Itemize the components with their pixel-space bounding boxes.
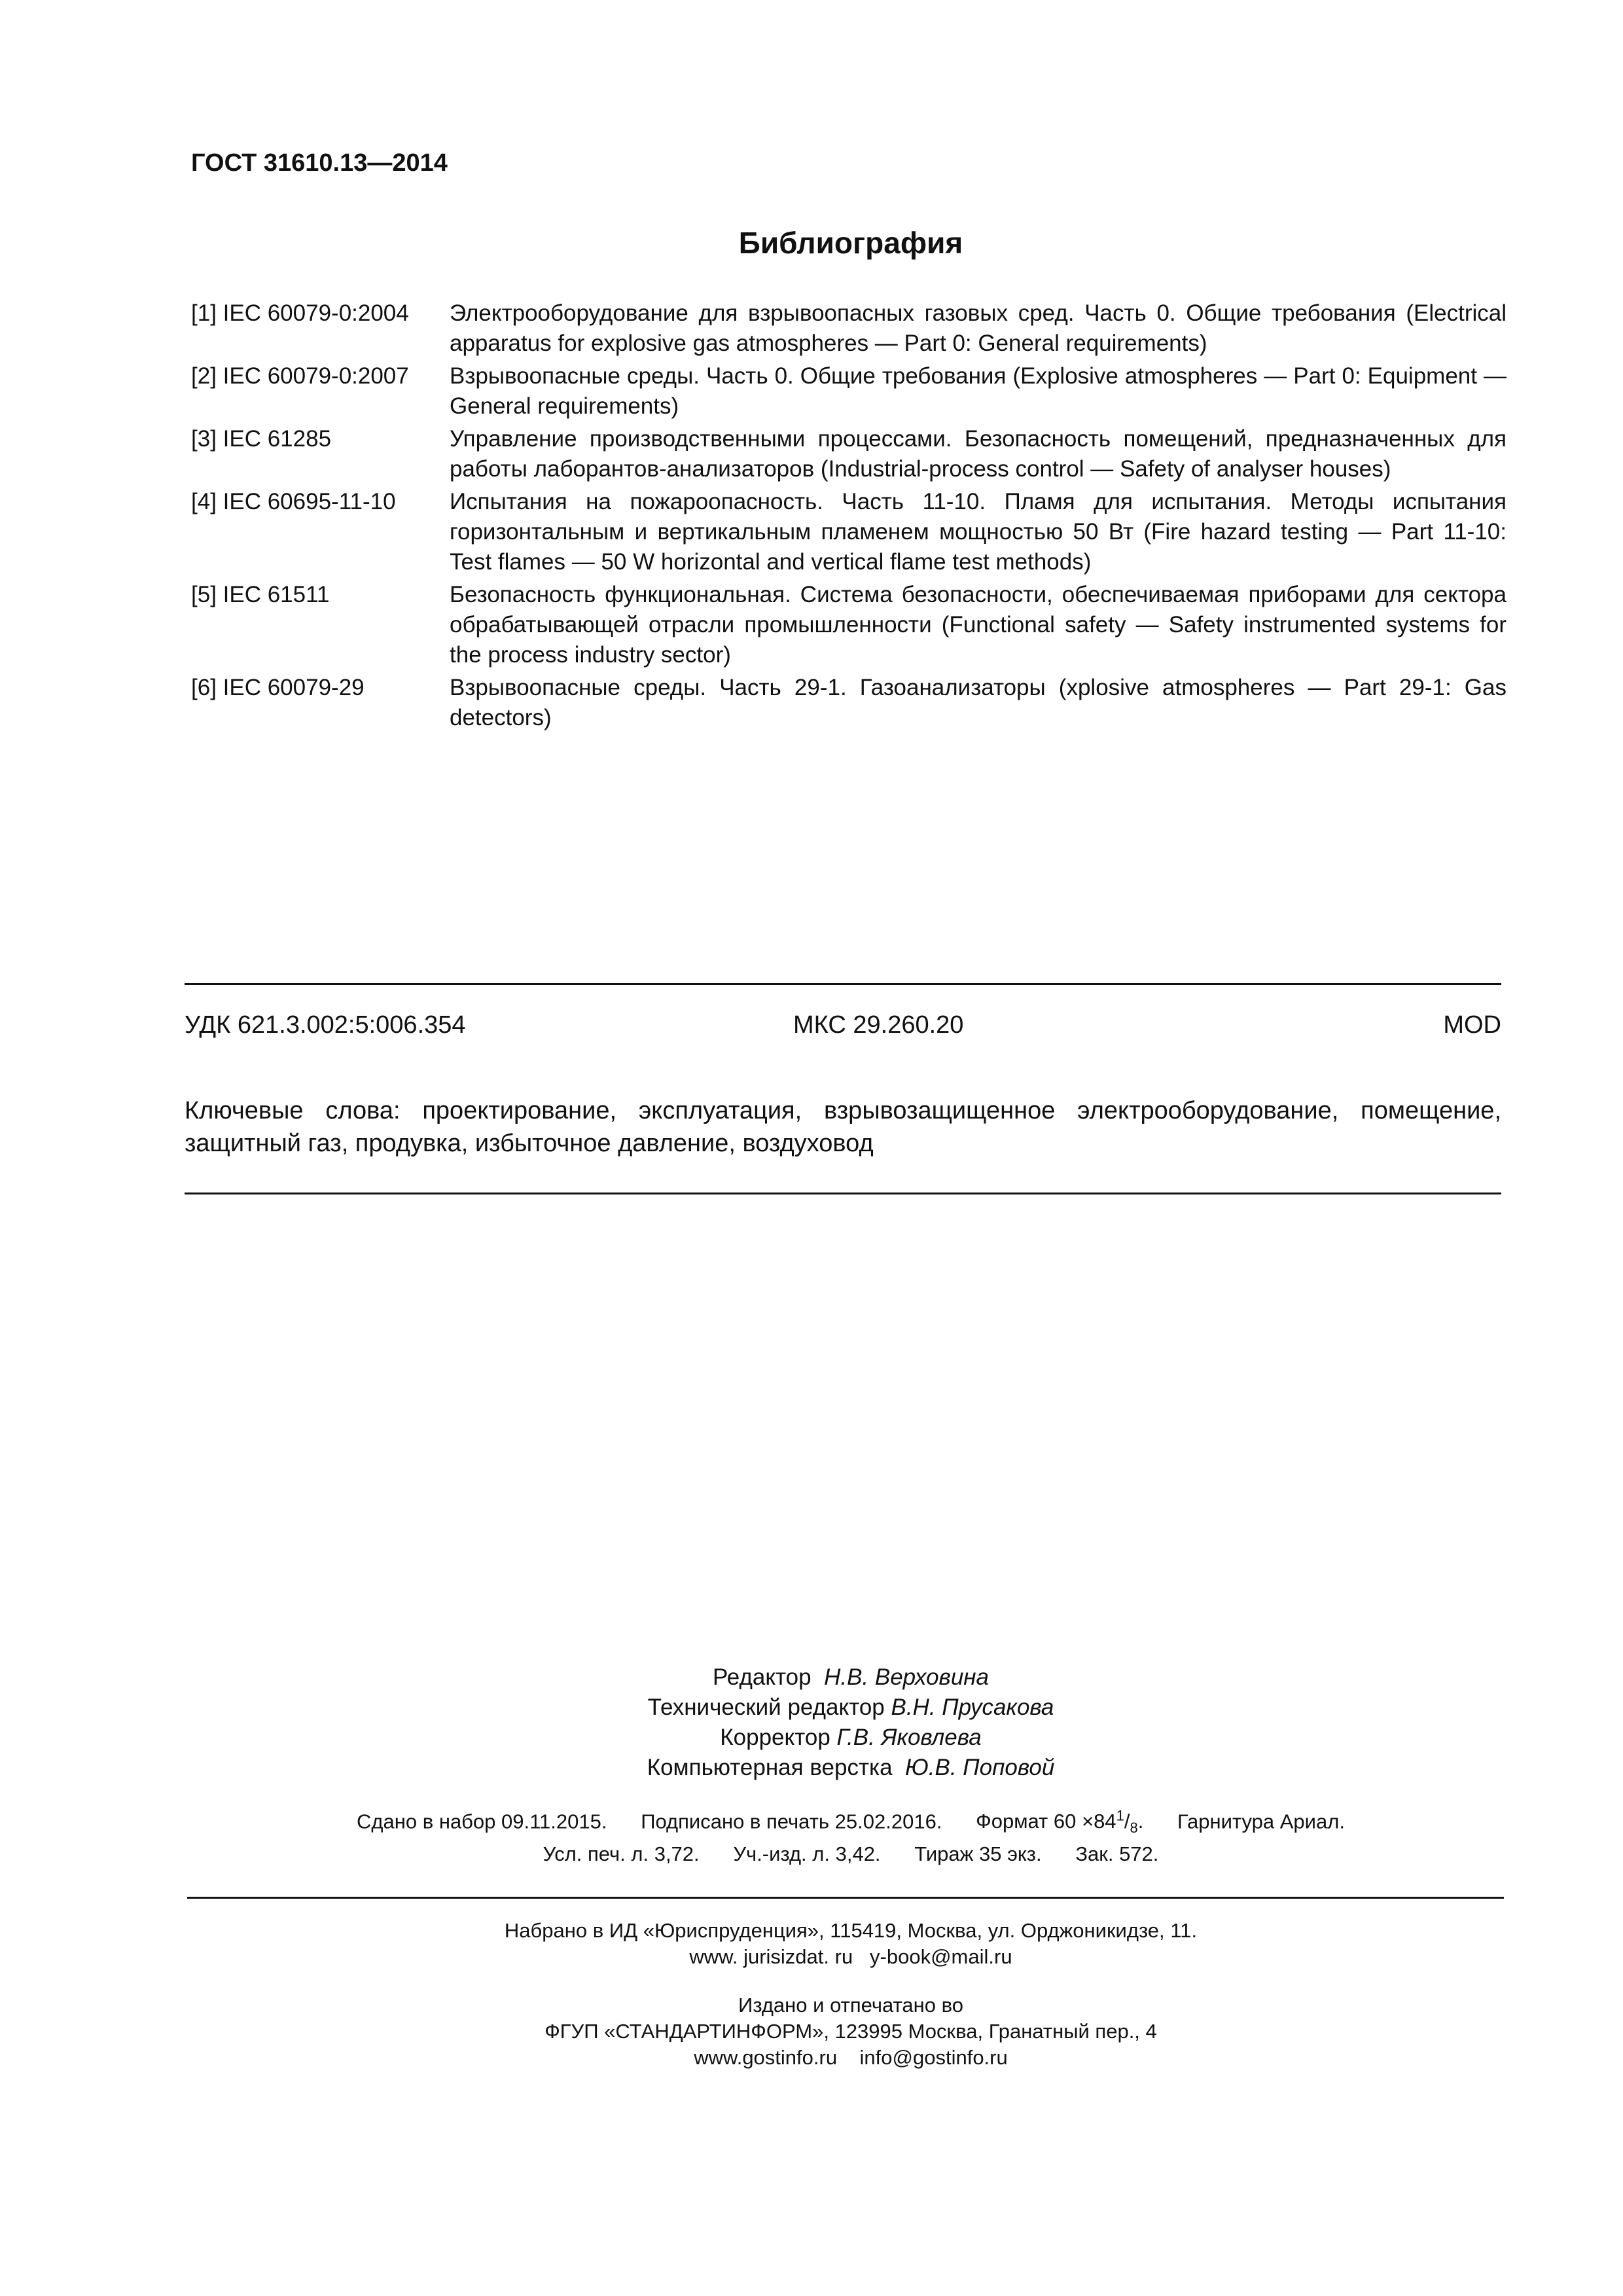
format-sub: 8: [1130, 1820, 1138, 1837]
bibliography-item: [191, 298, 1507, 359]
credit-layout: [0, 1753, 1623, 1783]
typeset-contacts: [0, 1944, 1623, 1970]
bibliography-title: Библиография: [738, 226, 963, 260]
bibliography-text: Безопасность функциональная. Система безопасности, обеспечиваемая приборами для сектора обрабатывающей отрасли промышленности (Functional safety — Safety instrumented systems for the process industry sector): [450, 582, 1507, 668]
credits-block: [0, 1662, 1623, 1783]
publisher-block: [0, 1918, 1623, 2071]
credit-label: Корректор: [720, 1725, 830, 1750]
printing-details-line2: [0, 1842, 1623, 1866]
bibliography-text: Управление производственными процессами. Безопасность помещений, предназначенных для работы лаборантов-анализаторов (Industrial-process control — Safety of analyser houses): [450, 426, 1507, 482]
credit-label: Редактор: [712, 1664, 812, 1690]
bibliography-text: Взрывоопасные среды. Часть 29-1. Газоанализаторы (xplosive atmospheres — Part 29-1: Gas detectors): [450, 675, 1507, 730]
bibliography-text: Испытания на пожароопасность. Часть 11-10. Пламя для испытания. Методы испытания горизонтальным и вертикальным пламенем мощностью 50 Вт (Fire hazard testing — Part 11-10: Test flames — 50 W horizontal and vertical flame test methods): [450, 489, 1507, 575]
typeset-email: y-book@mail.ru: [870, 1945, 1012, 1968]
typeset-info: Набрано в ИД «Юриспруденция», 115419, Москва, ул. Орджоникидзе, 11.: [504, 1919, 1198, 1942]
paper-format: Формат $60 \times 84^1/_8$.: [976, 1808, 1144, 1837]
document-code: ГОСТ 31610.13—2014: [191, 149, 448, 177]
printer-website: www.gostinfo.ru: [694, 2046, 838, 2069]
bibliography-ref: [5] IEC 61511: [191, 582, 330, 607]
mks-code: МКС 29.260.20: [793, 1011, 964, 1039]
circulation: Тираж 35 экз.: [914, 1842, 1042, 1865]
divider-keywords: [185, 1193, 1501, 1194]
udk-code: УДК 621.3.002:5:006.354: [185, 1011, 466, 1039]
submitted-date: Сдано в набор 09.11.2015.: [357, 1810, 607, 1833]
order-number: Зак. 572.: [1075, 1842, 1159, 1865]
bibliography-ref: [2] IEC 60079-0:2007: [191, 363, 409, 389]
bibliography-ref: [3] IEC 61285: [191, 426, 332, 452]
format-sup: 1: [1116, 1808, 1124, 1824]
credit-editor: [0, 1662, 1623, 1693]
bibliography-text: Электрооборудование для взрывоопасных газовых сред. Часть 0. Общие требования (Electrical apparatus for explosive gas atmospheres — Part 0: General requirements): [450, 300, 1507, 356]
format-prefix: Формат 60 ×84: [976, 1810, 1116, 1833]
credit-corrector: [0, 1723, 1623, 1753]
format-suffix: .: [1137, 1810, 1144, 1833]
signed-date: Подписано в печать 25.02.2016.: [641, 1810, 942, 1833]
bibliography-item: [191, 487, 1507, 577]
typeface: Гарнитура Ариал.: [1177, 1810, 1345, 1833]
bibliography-ref: [4] IEC 60695-11-10: [191, 489, 396, 514]
credit-name: Н.В. Верховина: [824, 1664, 990, 1690]
printer-info: ФГУП «СТАНДАРТИНФОРМ», 123995 Москва, Гранатный пер., 4: [544, 2020, 1157, 2043]
credit-label: Компьютерная верстка: [647, 1755, 893, 1780]
mod-marker: MOD: [1443, 1011, 1501, 1039]
credit-name: Г.В. Яковлева: [836, 1725, 982, 1750]
credit-tech-editor: [0, 1693, 1623, 1723]
divider-bottom: [187, 1897, 1504, 1899]
credit-name: Ю.В. Поповой: [905, 1755, 1055, 1780]
bibliography-list: [191, 298, 1507, 736]
printer-email: info@gostinfo.ru: [859, 2046, 1008, 2069]
bibliography-ref: [1] IEC 60079-0:2004: [191, 300, 409, 326]
bibliography-item: [191, 580, 1507, 670]
bibliography-item: [191, 673, 1507, 733]
credit-label: Технический редактор: [647, 1695, 885, 1720]
bibliography-ref: [6] IEC 60079-29: [191, 675, 365, 700]
bibliography-text: Взрывоопасные среды. Часть 0. Общие требования (Explosive atmospheres — Part 0: Equipment — General requirements): [450, 363, 1507, 419]
printed-label: Издано и отпечатано во: [738, 1994, 963, 2017]
print-sheets: Усл. печ. л. 3,72.: [543, 1842, 700, 1865]
printing-details-line1: [0, 1808, 1623, 1837]
keywords: Ключевые слова: проектирование, эксплуатация, взрывозащищенное электрооборудование, помещение, защитный газ, продувка, избыточное давление, воздуховод: [185, 1097, 1501, 1157]
bibliography-item: [191, 361, 1507, 422]
credit-name: В.Н. Прусакова: [891, 1695, 1054, 1720]
pub-sheets: Уч.-изд. л. 3,42.: [733, 1842, 881, 1865]
printer-contacts: [0, 2045, 1623, 2071]
bibliography-item: [191, 424, 1507, 484]
typeset-website: www. jurisizdat. ru: [689, 1945, 853, 1968]
divider-top: [185, 983, 1501, 985]
